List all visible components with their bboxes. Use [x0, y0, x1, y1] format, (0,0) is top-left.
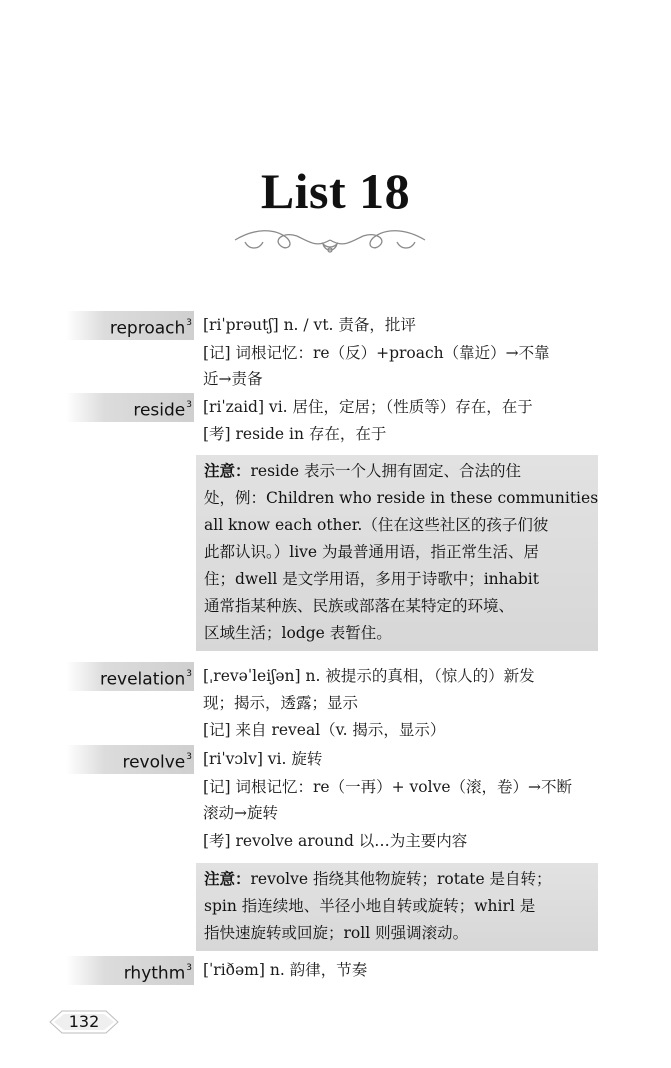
entry-line: [记] 词根记忆：re（一再）+ volve（滚，卷）→不断	[203, 778, 572, 796]
headword-revelation	[66, 662, 194, 691]
frequency-sup: 3	[186, 400, 192, 410]
entry-line: 现；揭示，透露；显示	[203, 694, 359, 712]
note-line: 区域生活；lodge 表暂住。	[204, 624, 392, 642]
decorative-flourish-icon	[225, 222, 435, 258]
note-label: 注意：	[204, 870, 251, 888]
note-line: reside 表示一个人拥有固定、合法的住	[250, 462, 522, 480]
entry-line: [ˈriðəm] n. 韵律，节奏	[203, 961, 368, 979]
headword-text: reproach	[109, 318, 186, 339]
note-line: 指快速旋转或回旋；roll 则强调滚动。	[204, 924, 469, 942]
headword-text: revolve	[122, 752, 186, 773]
note-line: 此都认识。）live 为最普通用语，指正常生活、居	[204, 543, 540, 561]
headword-reproach	[66, 311, 194, 340]
headword-reside	[66, 393, 194, 422]
frequency-sup: 3	[186, 963, 192, 973]
note-label: 注意：	[204, 462, 251, 480]
headword-rhythm	[66, 956, 194, 985]
note-line: spin 指连续地、半径小地自转或旋转；whirl 是	[204, 897, 536, 915]
headword-revolve	[66, 745, 194, 774]
entry-line: 近→责备	[203, 370, 263, 388]
frequency-sup: 3	[186, 318, 192, 328]
frequency-sup: 3	[186, 752, 192, 762]
entry-line: [考] revolve around 以…为主要内容	[203, 832, 468, 850]
entry-line: [riˈprəutʃ] n. / vt. 责备，批评	[203, 316, 416, 334]
note-line: 住；dwell 是文学用语，多用于诗歌中；inhabit	[204, 570, 539, 588]
list-title: List 18	[260, 163, 411, 219]
entry-line: [记] 来自 reveal（v. 揭示，显示）	[203, 721, 446, 739]
entry-line: [ˌrevəˈleiʃən] n. 被提示的真相，（惊人的）新发	[203, 667, 535, 685]
entry-line: [riˈvɔlv] vi. 旋转	[203, 750, 323, 768]
note-line: 通常指某种族、民族或部落在某特定的环境、	[204, 597, 515, 615]
headword-text: rhythm	[123, 963, 186, 984]
usage-note	[196, 455, 598, 651]
headword-text: reside	[133, 400, 186, 421]
page-number	[48, 1008, 120, 1036]
note-line: 处，例：Children who reside in these communities	[204, 489, 599, 507]
entry-line: [riˈzaid] vi. 居住，定居；（性质等）存在，在于	[203, 398, 533, 416]
frequency-sup: 3	[186, 669, 192, 679]
note-line: revolve 指绕其他物旋转；rotate 是自转；	[250, 870, 552, 888]
headword-text: revelation	[99, 669, 186, 690]
note-line: all know each other.（住在这些社区的孩子们彼	[204, 516, 549, 534]
usage-note	[196, 863, 598, 951]
page-number-text: 132	[68, 1012, 100, 1031]
entry-line: [考] reside in 存在，在于	[203, 425, 387, 443]
entry-line: 滚动→旋转	[203, 804, 278, 822]
entry-line: [记] 词根记忆：re（反）+proach（靠近）→不靠	[203, 344, 550, 362]
